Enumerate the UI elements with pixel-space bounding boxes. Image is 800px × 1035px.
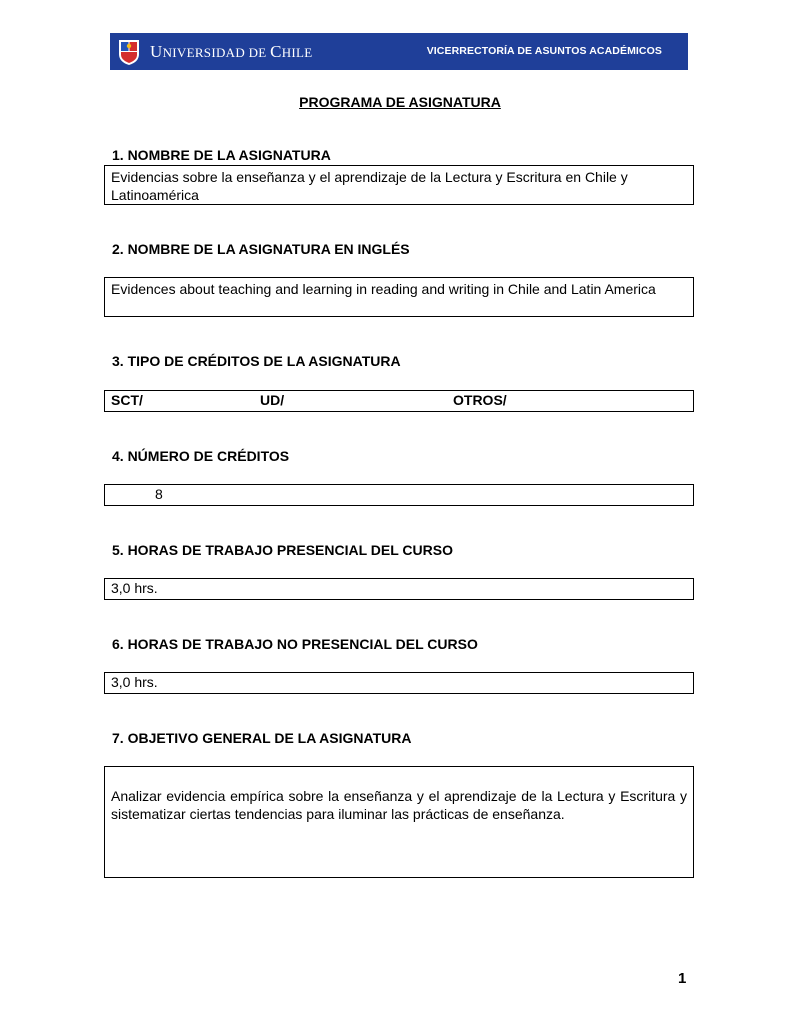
section-4-content: 8	[155, 486, 163, 502]
sct-label: SCT/	[111, 392, 143, 408]
section-7-box	[104, 766, 694, 878]
section-5-content: 3,0 hrs.	[111, 580, 158, 596]
section-4-heading: 4. NÚMERO DE CRÉDITOS	[112, 448, 290, 464]
section-2-content: Evidences about teaching and learning in reading and writing in Chile and Latin America	[111, 281, 656, 297]
document-title: PROGRAMA DE ASIGNATURA	[299, 94, 501, 110]
section-7-content: Analizar evidencia empírica sobre la enseñanza y el aprendizaje de la Lectura y Escritura y sistematizar ciertas tendencias para iluminar las prácticas de enseñanza.	[111, 788, 687, 822]
section-3-box	[104, 390, 694, 412]
header-banner	[110, 33, 688, 70]
section-2-heading: 2. NOMBRE DE LA ASIGNATURA EN INGLÉS	[112, 241, 410, 257]
section-6-content: 3,0 hrs.	[111, 674, 158, 690]
university-shield-icon	[118, 37, 140, 66]
ud-label: UD/	[260, 392, 285, 408]
section-1-content: Evidencias sobre la enseñanza y el aprendizaje de la Lectura y Escritura en Chile y Latinoamérica	[111, 169, 628, 203]
section-4-box	[104, 484, 694, 506]
vicerrectoria-label: VICERRECTORÍA DE ASUNTOS ACADÉMICOS	[426, 45, 662, 57]
section-2-box	[104, 277, 694, 317]
section-5-heading: 5. HORAS DE TRABAJO PRESENCIAL DEL CURSO	[112, 542, 453, 558]
otros-label: OTROS/	[453, 392, 507, 408]
section-3-heading: 3. TIPO DE CRÉDITOS DE LA ASIGNATURA	[112, 353, 401, 369]
page-number: 1	[678, 970, 687, 987]
section-1-heading: 1. NOMBRE DE LA ASIGNATURA	[112, 147, 331, 163]
section-6-heading: 6. HORAS DE TRABAJO NO PRESENCIAL DEL CURSO	[112, 636, 478, 652]
section-6-box	[104, 672, 694, 694]
section-7-heading: 7. OBJETIVO GENERAL DE LA ASIGNATURA	[112, 730, 412, 746]
section-5-box	[104, 578, 694, 600]
section-1-box	[104, 165, 694, 205]
university-name: UNIVERSIDAD DE CHILE	[150, 42, 313, 61]
